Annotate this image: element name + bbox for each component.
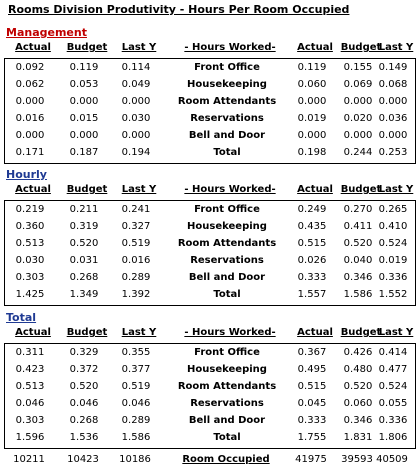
row-label: Reservations	[190, 255, 264, 266]
table-row	[5, 378, 415, 395]
value-cell: 0.426	[343, 347, 373, 358]
value-cell: 0.319	[69, 221, 99, 232]
section-title-total: Total	[6, 311, 37, 324]
value-cell: 0.000	[69, 130, 99, 141]
value-cell: 0.268	[69, 415, 99, 426]
column-header-budget2: Budget	[340, 42, 382, 53]
value-cell: 0.524	[378, 381, 408, 392]
footer-actual: 10211	[13, 454, 45, 465]
value-cell: 0.030	[15, 255, 45, 266]
table-row	[5, 93, 415, 110]
row-label: Total	[213, 432, 241, 443]
value-cell: 0.040	[343, 255, 373, 266]
table-row	[5, 235, 415, 252]
row-label: Reservations	[190, 398, 264, 409]
column-header-actual2: Actual	[297, 327, 333, 338]
value-cell: 0.046	[15, 398, 45, 409]
value-cell: 0.000	[69, 96, 99, 107]
value-cell: 0.327	[121, 221, 151, 232]
table-row	[5, 429, 415, 446]
page-title: Rooms Division Produtivity - Hours Per Room Occupied	[8, 3, 350, 16]
value-cell: 0.171	[15, 147, 45, 158]
column-header-last-y: Last Y	[121, 184, 157, 195]
value-cell: 0.046	[69, 398, 99, 409]
value-cell: 1.806	[378, 432, 408, 443]
value-cell: 0.515	[297, 238, 327, 249]
row-label: Housekeeping	[187, 364, 267, 375]
column-header-last-y: Last Y	[121, 42, 157, 53]
column-header-actual2: Actual	[297, 42, 333, 53]
value-cell: 0.119	[69, 62, 99, 73]
value-cell: 0.000	[297, 96, 327, 107]
row-label: Room Attendants	[177, 96, 277, 107]
value-cell: 0.016	[15, 113, 45, 124]
column-header-budget: Budget	[66, 42, 108, 53]
value-cell: 0.410	[378, 221, 408, 232]
table-management	[4, 58, 416, 164]
value-cell: 0.303	[15, 415, 45, 426]
value-cell: 0.026	[297, 255, 327, 266]
value-cell: 0.241	[121, 204, 151, 215]
value-cell: 1.349	[69, 289, 99, 300]
column-header-actual: Actual	[15, 184, 51, 195]
value-cell: 1.392	[121, 289, 151, 300]
value-cell: 0.435	[297, 221, 327, 232]
value-cell: 0.000	[343, 96, 373, 107]
value-cell: 0.333	[297, 415, 327, 426]
value-cell: 0.060	[343, 398, 373, 409]
value-cell: 0.015	[69, 113, 99, 124]
column-header-last-y2: Last Y	[378, 42, 414, 53]
column-header-last-y2: Last Y	[378, 327, 414, 338]
column-header-hours-worked: - Hours Worked-	[184, 42, 276, 53]
row-label: Reservations	[190, 113, 264, 124]
table-row	[5, 127, 415, 144]
value-cell: 0.000	[121, 96, 151, 107]
row-label: Front Office	[194, 347, 260, 358]
value-cell: 0.114	[121, 62, 151, 73]
room-occupied-footer	[4, 452, 416, 468]
value-cell: 0.049	[121, 79, 151, 90]
value-cell: 0.372	[69, 364, 99, 375]
column-header-budget2: Budget	[340, 327, 382, 338]
value-cell: 0.249	[297, 204, 327, 215]
column-header-last-y2: Last Y	[378, 184, 414, 195]
column-header-last-y: Last Y	[121, 327, 157, 338]
column-header-budget2: Budget	[340, 184, 382, 195]
value-cell: 0.265	[378, 204, 408, 215]
footer-last-y: 10186	[119, 454, 151, 465]
value-cell: 0.092	[15, 62, 45, 73]
value-cell: 0.519	[121, 381, 151, 392]
table-row	[5, 252, 415, 269]
value-cell: 0.149	[378, 62, 408, 73]
value-cell: 0.119	[297, 62, 327, 73]
value-cell: 1.831	[343, 432, 373, 443]
table-row	[5, 395, 415, 412]
value-cell: 0.036	[378, 113, 408, 124]
row-label: Bell and Door	[188, 272, 266, 283]
row-label: Room Attendants	[177, 238, 277, 249]
value-cell: 0.513	[15, 381, 45, 392]
table-row	[5, 218, 415, 235]
value-cell: 1.552	[378, 289, 408, 300]
table-row	[5, 144, 415, 161]
value-cell: 0.268	[69, 272, 99, 283]
value-cell: 0.198	[297, 147, 327, 158]
value-cell: 0.046	[121, 398, 151, 409]
table-hourly	[4, 200, 416, 306]
value-cell: 0.000	[15, 130, 45, 141]
column-header-actual2: Actual	[297, 184, 333, 195]
value-cell: 0.423	[15, 364, 45, 375]
value-cell: 0.020	[343, 113, 373, 124]
value-cell: 0.270	[343, 204, 373, 215]
value-cell: 0.414	[378, 347, 408, 358]
section-title-hourly: Hourly	[6, 168, 47, 181]
table-row	[5, 110, 415, 127]
value-cell: 1.755	[297, 432, 327, 443]
footer-actual2: 41975	[295, 454, 327, 465]
column-header-row	[4, 42, 416, 56]
value-cell: 0.211	[69, 204, 99, 215]
value-cell: 0.219	[15, 204, 45, 215]
row-label: Bell and Door	[188, 130, 266, 141]
value-cell: 0.019	[297, 113, 327, 124]
value-cell: 0.515	[297, 381, 327, 392]
value-cell: 0.031	[69, 255, 99, 266]
value-cell: 0.060	[297, 79, 327, 90]
value-cell: 0.519	[121, 238, 151, 249]
column-header-actual: Actual	[15, 42, 51, 53]
table-row	[5, 269, 415, 286]
value-cell: 1.536	[69, 432, 99, 443]
value-cell: 0.346	[343, 415, 373, 426]
value-cell: 0.069	[343, 79, 373, 90]
value-cell: 0.053	[69, 79, 99, 90]
value-cell: 0.030	[121, 113, 151, 124]
column-header-budget: Budget	[66, 327, 108, 338]
column-header-hours-worked: - Hours Worked-	[184, 184, 276, 195]
column-header-hours-worked: - Hours Worked-	[184, 327, 276, 338]
value-cell: 1.596	[15, 432, 45, 443]
row-label: Bell and Door	[188, 415, 266, 426]
table-row	[5, 59, 415, 76]
section-title-management: Management	[6, 26, 87, 39]
value-cell: 0.520	[69, 238, 99, 249]
value-cell: 0.068	[378, 79, 408, 90]
table-row	[5, 286, 415, 303]
value-cell: 0.000	[378, 130, 408, 141]
value-cell: 0.336	[378, 415, 408, 426]
value-cell: 0.187	[69, 147, 99, 158]
value-cell: 1.425	[15, 289, 45, 300]
row-label: Total	[213, 289, 241, 300]
value-cell: 0.311	[15, 347, 45, 358]
value-cell: 0.194	[121, 147, 151, 158]
column-header-actual: Actual	[15, 327, 51, 338]
table-row	[5, 76, 415, 93]
value-cell: 0.480	[343, 364, 373, 375]
value-cell: 0.333	[297, 272, 327, 283]
value-cell: 0.019	[378, 255, 408, 266]
row-label: Total	[213, 147, 241, 158]
column-header-budget: Budget	[66, 184, 108, 195]
value-cell: 0.244	[343, 147, 373, 158]
footer-budget: 10423	[67, 454, 99, 465]
row-label: Front Office	[194, 62, 260, 73]
value-cell: 0.253	[378, 147, 408, 158]
value-cell: 0.155	[343, 62, 373, 73]
footer-budget2: 39593	[341, 454, 373, 465]
row-label: Housekeeping	[187, 79, 267, 90]
value-cell: 0.000	[343, 130, 373, 141]
table-total	[4, 343, 416, 449]
value-cell: 0.513	[15, 238, 45, 249]
table-row	[5, 361, 415, 378]
value-cell: 0.000	[15, 96, 45, 107]
value-cell: 0.477	[378, 364, 408, 375]
footer-label: Room Occupied	[182, 454, 270, 465]
footer-last-y2: 40509	[376, 454, 408, 465]
value-cell: 0.520	[343, 238, 373, 249]
table-row	[5, 344, 415, 361]
value-cell: 0.520	[343, 381, 373, 392]
column-header-row	[4, 184, 416, 198]
value-cell: 1.586	[121, 432, 151, 443]
row-label: Housekeeping	[187, 221, 267, 232]
value-cell: 0.289	[121, 272, 151, 283]
table-row	[5, 201, 415, 218]
value-cell: 0.411	[343, 221, 373, 232]
value-cell: 1.557	[297, 289, 327, 300]
value-cell: 0.000	[297, 130, 327, 141]
table-row	[5, 412, 415, 429]
value-cell: 0.520	[69, 381, 99, 392]
row-label: Front Office	[194, 204, 260, 215]
value-cell: 0.055	[378, 398, 408, 409]
value-cell: 0.346	[343, 272, 373, 283]
row-label: Room Attendants	[177, 381, 277, 392]
value-cell: 0.016	[121, 255, 151, 266]
value-cell: 0.000	[378, 96, 408, 107]
value-cell: 0.377	[121, 364, 151, 375]
value-cell: 0.000	[121, 130, 151, 141]
value-cell: 0.524	[378, 238, 408, 249]
value-cell: 0.045	[297, 398, 327, 409]
value-cell: 0.289	[121, 415, 151, 426]
value-cell: 0.336	[378, 272, 408, 283]
column-header-row	[4, 327, 416, 341]
value-cell: 0.329	[69, 347, 99, 358]
value-cell: 0.355	[121, 347, 151, 358]
value-cell: 1.586	[343, 289, 373, 300]
value-cell: 0.360	[15, 221, 45, 232]
value-cell: 0.062	[15, 79, 45, 90]
value-cell: 0.495	[297, 364, 327, 375]
value-cell: 0.367	[297, 347, 327, 358]
value-cell: 0.303	[15, 272, 45, 283]
